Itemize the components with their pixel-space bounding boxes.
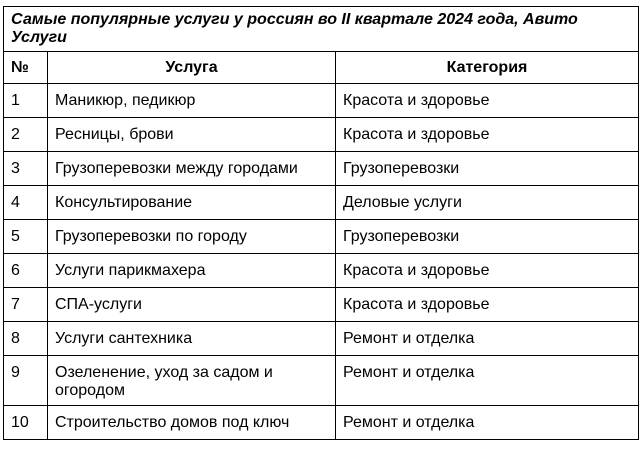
service-cell: Услуги парикмахера: [48, 254, 336, 288]
header-row: [4, 52, 639, 84]
table-row: [4, 406, 639, 440]
table-row: [4, 356, 639, 406]
category-cell: Красота и здоровье: [336, 288, 639, 322]
caption-row: [4, 7, 639, 52]
column-header-number: №: [4, 52, 48, 84]
column-header-service: Услуга: [48, 52, 336, 84]
service-cell: Грузоперевозки по городу: [48, 220, 336, 254]
table-row: [4, 288, 639, 322]
row-number: 6: [4, 254, 48, 288]
row-number: 3: [4, 152, 48, 186]
row-number: 8: [4, 322, 48, 356]
table-title: Самые популярные услуги у россиян во II квартале 2024 года, Авито Услуги: [4, 7, 639, 52]
table-row: [4, 118, 639, 152]
service-cell: Маникюр, педикюр: [48, 84, 336, 118]
row-number: 5: [4, 220, 48, 254]
category-cell: Грузоперевозки: [336, 220, 639, 254]
service-cell: Услуги сантехника: [48, 322, 336, 356]
table-row: [4, 254, 639, 288]
table-row: [4, 220, 639, 254]
service-cell: Строительство домов под ключ: [48, 406, 336, 440]
table-row: [4, 186, 639, 220]
services-table: [3, 6, 639, 440]
service-cell: Грузоперевозки между городами: [48, 152, 336, 186]
category-cell: Красота и здоровье: [336, 254, 639, 288]
row-number: 9: [4, 356, 48, 406]
row-number: 1: [4, 84, 48, 118]
service-cell: Ресницы, брови: [48, 118, 336, 152]
document: [3, 6, 638, 440]
category-cell: Красота и здоровье: [336, 118, 639, 152]
category-cell: Красота и здоровье: [336, 84, 639, 118]
category-cell: Ремонт и отделка: [336, 356, 639, 406]
service-cell: Консультирование: [48, 186, 336, 220]
category-cell: Деловые услуги: [336, 186, 639, 220]
row-number: 7: [4, 288, 48, 322]
category-cell: Ремонт и отделка: [336, 406, 639, 440]
category-cell: Грузоперевозки: [336, 152, 639, 186]
table-row: [4, 152, 639, 186]
column-header-category: Категория: [336, 52, 639, 84]
table-row: [4, 84, 639, 118]
service-cell: СПА-услуги: [48, 288, 336, 322]
row-number: 4: [4, 186, 48, 220]
service-cell: Озеленение, уход за садом и огородом: [48, 356, 336, 406]
table-row: [4, 322, 639, 356]
category-cell: Ремонт и отделка: [336, 322, 639, 356]
row-number: 10: [4, 406, 48, 440]
row-number: 2: [4, 118, 48, 152]
